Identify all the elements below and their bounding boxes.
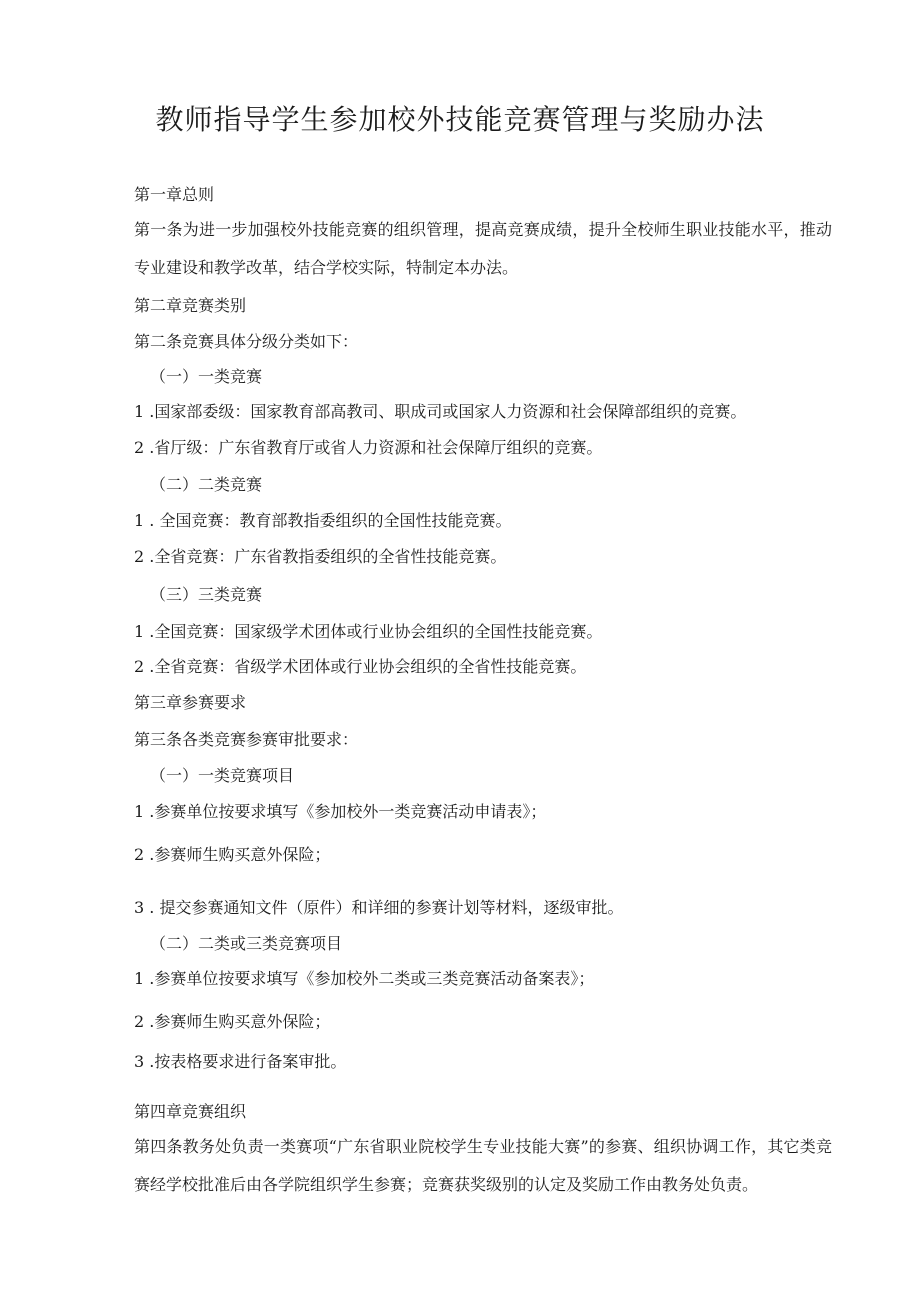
category-2-heading: （二）二类竞赛 <box>150 475 263 494</box>
article-2: 第二条竞赛具体分级分类如下： <box>134 332 359 351</box>
category-1-heading: （一）一类竞赛 <box>150 367 263 386</box>
requirement-2-item-3: 3 .按表格要求进行备案审批。 <box>134 1052 347 1071</box>
chapter-1-heading: 第一章总则 <box>134 185 215 204</box>
article-3: 第三条各类竞赛参赛审批要求： <box>134 730 359 749</box>
requirement-1-item-2: 2 .参赛师生购买意外保险； <box>134 845 331 864</box>
category-2-item-1: 1 . 全国竞赛：教育部教指委组织的全国性技能竞赛。 <box>134 511 512 530</box>
requirement-2-item-1: 1 .参赛单位按要求填写《参加校外二类或三类竞赛活动备案表》； <box>134 969 595 988</box>
category-3-heading: （三）三类竞赛 <box>150 585 263 604</box>
requirement-2-item-2: 2 .参赛师生购买意外保险； <box>134 1012 331 1031</box>
category-3-item-1: 1 .全国竞赛：国家级学术团体或行业协会组织的全国性技能竞赛。 <box>134 622 603 641</box>
article-1: 第一条为进一步加强校外技能竞赛的组织管理，提高竞赛成绩，提升全校师生职业技能水平，推动专业建设和教学改革，结合学校实际，特制定本办法。 <box>134 220 832 277</box>
requirement-1-item-3: 3 . 提交参赛通知文件（原件）和详细的参赛计划等材料，逐级审批。 <box>134 898 624 917</box>
requirement-1-heading: （一）一类竞赛项目 <box>150 766 295 785</box>
article-4: 第四条教务处负责一类赛项“广东省职业院校学生专业技能大赛”的参赛、组织协调工作，其它类竞赛经学校批准后由各学院组织学生参赛；竞赛获奖级别的认定及奖励工作由教务处负责。 <box>134 1137 832 1194</box>
document-title: 教师指导学生参加校外技能竞赛管理与奖励办法 <box>155 103 765 136</box>
chapter-3-heading: 第三章参赛要求 <box>134 693 247 712</box>
requirement-1-item-1: 1 .参赛单位按要求填写《参加校外一类竞赛活动申请表》； <box>134 802 547 821</box>
chapter-2-heading: 第二章竞赛类别 <box>134 296 247 315</box>
category-3-item-2: 2 .全省竞赛：省级学术团体或行业协会组织的全省性技能竞赛。 <box>134 657 587 676</box>
category-1-item-1: 1 .国家部委级：国家教育部高教司、职成司或国家人力资源和社会保障部组织的竞赛。 <box>134 402 747 421</box>
requirement-2-heading: （二）二类或三类竞赛项目 <box>150 934 343 953</box>
chapter-4-heading: 第四章竞赛组织 <box>134 1102 247 1121</box>
category-1-item-2: 2 .省厅级：广东省教育厅或省人力资源和社会保障厅组织的竞赛。 <box>134 438 603 457</box>
category-2-item-2: 2 .全省竞赛：广东省教指委组织的全省性技能竞赛。 <box>134 547 507 566</box>
